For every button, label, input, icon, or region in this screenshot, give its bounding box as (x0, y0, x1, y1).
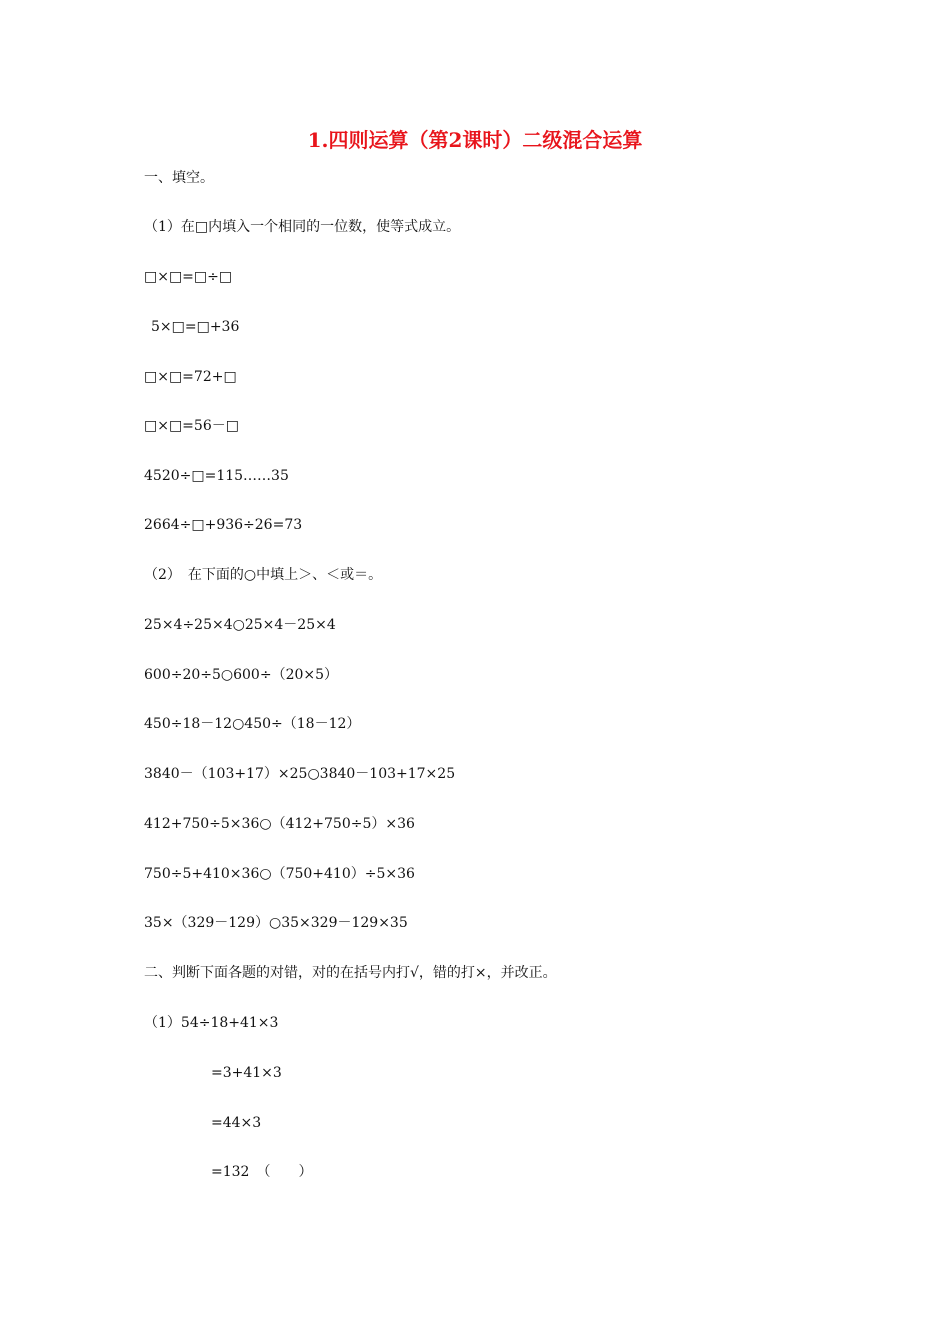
q1-item: □×□=□÷□ (144, 269, 233, 285)
q1-item: □×□=72+□ (144, 369, 237, 385)
s2-q1-step: =44×3 (211, 1115, 262, 1131)
section1-heading: 一、填空。 (144, 170, 214, 186)
q1-prompt: （1）在□内填入一个相同的一位数，使等式成立。 (144, 219, 461, 235)
q1-item: 2664÷□+936÷26=73 (144, 517, 303, 533)
q2-prompt: （2） 在下面的○中填上＞、＜或＝。 (144, 567, 383, 583)
q1-item: 4520÷□=115……35 (144, 468, 289, 484)
q2-item: 600÷20÷5○600÷（20×5） (144, 667, 339, 683)
q2-item: 25×4÷25×4○25×4－25×4 (144, 617, 336, 633)
q2-item: 412+750÷5×36○（412+750÷5）×36 (144, 816, 415, 832)
q2-item: 3840－（103+17）×25○3840－103+17×25 (144, 766, 456, 782)
s2-q1-expression: （1）54÷18+41×3 (144, 1015, 279, 1031)
q2-item: 35×（329－129）○35×329－129×35 (144, 915, 408, 931)
s2-q1-step: =3+41×3 (211, 1065, 282, 1081)
q1-item: 5×□=□+36 (151, 319, 240, 335)
q1-item: □×□=56－□ (144, 418, 239, 434)
section2-heading: 二、判断下面各题的对错，对的在括号内打√，错的打×，并改正。 (144, 965, 557, 981)
q2-item: 750÷5+410×36○（750+410）÷5×36 (144, 866, 415, 882)
s2-q1-step-answer: =132 （ ） (211, 1164, 313, 1180)
q2-item: 450÷18－12○450÷（18－12） (144, 716, 361, 732)
page-title: 1.四则运算（第2课时）二级混合运算 (307, 128, 643, 152)
